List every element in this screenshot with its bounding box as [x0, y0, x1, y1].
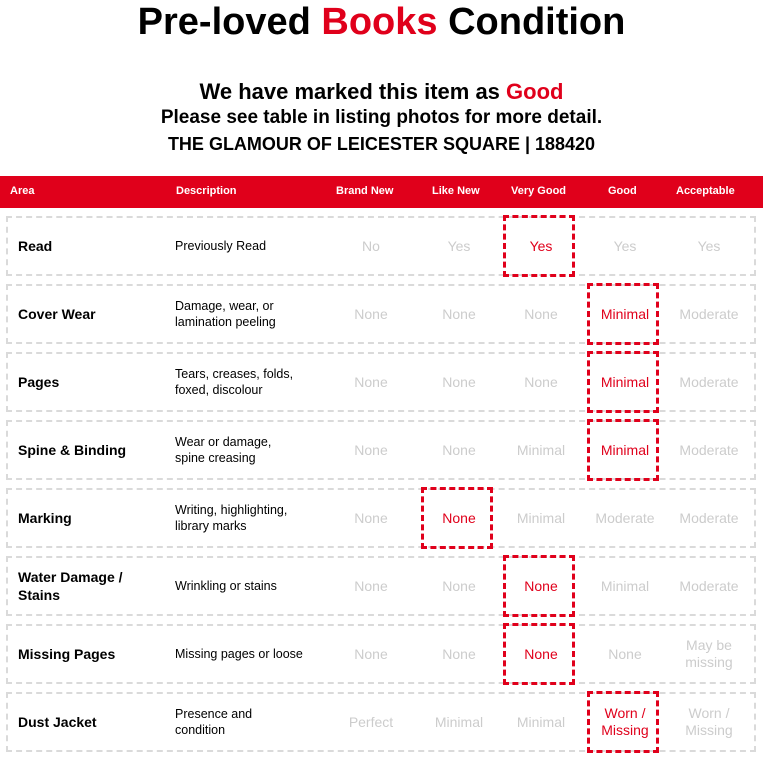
grade-statement [0, 78, 763, 106]
grade-value: May be missing [685, 637, 733, 670]
selected-grade-highlight [421, 487, 493, 549]
grade-value: Perfect [348, 713, 394, 730]
grade-value: Moderate [679, 577, 739, 594]
grade-value: None [442, 441, 476, 458]
row-description: Wear or damage, spine creasing [175, 435, 272, 465]
selected-grade-value: None [442, 509, 476, 526]
grade-value: Moderate [679, 305, 739, 322]
grade-value: Yes [613, 237, 637, 254]
grade-value: Good [506, 79, 564, 104]
row-description: Tears, creases, folds, foxed, discolour [175, 367, 294, 397]
row-area: Marking [18, 510, 72, 526]
grade-value: Minimal [516, 509, 566, 526]
grade-value: Moderate [679, 509, 739, 526]
table-row [6, 624, 756, 684]
table-row [6, 216, 756, 276]
grade-value: None [442, 373, 476, 390]
grade-value: None [442, 305, 476, 322]
grade-value: None [442, 645, 476, 662]
grade-value: None [354, 577, 388, 594]
grade-value: Moderate [679, 441, 739, 458]
title-post: Condition [437, 1, 626, 43]
row-area: Read [18, 238, 53, 254]
selected-grade-highlight [587, 283, 659, 345]
selected-grade-value: Minimal [600, 373, 650, 390]
grade-value: None [608, 645, 642, 662]
grade-value: None [442, 577, 476, 594]
grade-value: None [524, 305, 558, 322]
selected-grade-highlight [587, 691, 659, 753]
grade-value: Moderate [595, 509, 655, 526]
grade-value: None [354, 645, 388, 662]
row-area: Spine & Binding [18, 442, 127, 458]
column-header-good: Good [608, 185, 637, 197]
selected-grade-highlight [503, 215, 575, 277]
table-row [6, 488, 756, 548]
column-header-description: Description [176, 185, 237, 197]
grade-value: None [524, 373, 558, 390]
grade-value: None [354, 509, 388, 526]
grade-value: Minimal [600, 577, 650, 594]
table-row [6, 556, 756, 616]
row-area: Water Damage / Stains [18, 569, 123, 603]
row-area: Cover Wear [18, 306, 96, 322]
row-description: Wrinkling or stains [175, 579, 277, 593]
selected-grade-value: Minimal [600, 441, 650, 458]
selected-grade-value: Yes [529, 237, 553, 254]
row-area: Pages [18, 374, 60, 390]
row-description: Writing, highlighting, library marks [175, 503, 288, 533]
grade-value: Yes [447, 237, 471, 254]
page-title [0, 0, 763, 44]
grade-value: Minimal [434, 713, 484, 730]
row-description: Presence and condition [175, 707, 253, 737]
column-header-area: Area [10, 185, 35, 197]
grade-value: No [362, 237, 380, 254]
grade-value: None [354, 373, 388, 390]
grade-value: Moderate [679, 373, 739, 390]
row-area: Missing Pages [18, 646, 116, 662]
instruction-text: Please see table in listing photos for more detail. [160, 107, 603, 128]
grade-value: Yes [697, 237, 721, 254]
selected-grade-value: None [524, 645, 558, 662]
item-title: THE GLAMOUR OF LEICESTER SQUARE | 188420 [167, 134, 596, 154]
column-header-brand-new: Brand New [336, 185, 394, 197]
selected-grade-value: None [524, 577, 558, 594]
selected-grade-highlight [503, 555, 575, 617]
column-header-very-good: Very Good [511, 185, 567, 197]
grade-value: Worn / Missing [685, 705, 733, 738]
selected-grade-highlight [587, 351, 659, 413]
table-header [0, 176, 763, 208]
grade-value: None [354, 441, 388, 458]
grade-value: None [354, 305, 388, 322]
selected-grade-highlight [587, 419, 659, 481]
grade-value: Minimal [516, 713, 566, 730]
grade-value: Minimal [516, 441, 566, 458]
selected-grade-highlight [503, 623, 575, 685]
row-description: Missing pages or loose [175, 647, 303, 661]
column-header-acceptable: Acceptable [676, 185, 735, 197]
title-highlight: Books [321, 1, 438, 43]
row-description: Previously Read [175, 239, 267, 253]
selected-grade-value: Worn / Missing [601, 705, 649, 738]
selected-grade-value: Minimal [600, 305, 650, 322]
grade-statement-text: We have marked this item as [199, 79, 507, 104]
title-pre: Pre-loved [137, 1, 322, 43]
column-header-like-new: Like New [432, 185, 480, 197]
row-description: Damage, wear, or lamination peeling [175, 299, 276, 329]
row-area: Dust Jacket [18, 714, 97, 730]
